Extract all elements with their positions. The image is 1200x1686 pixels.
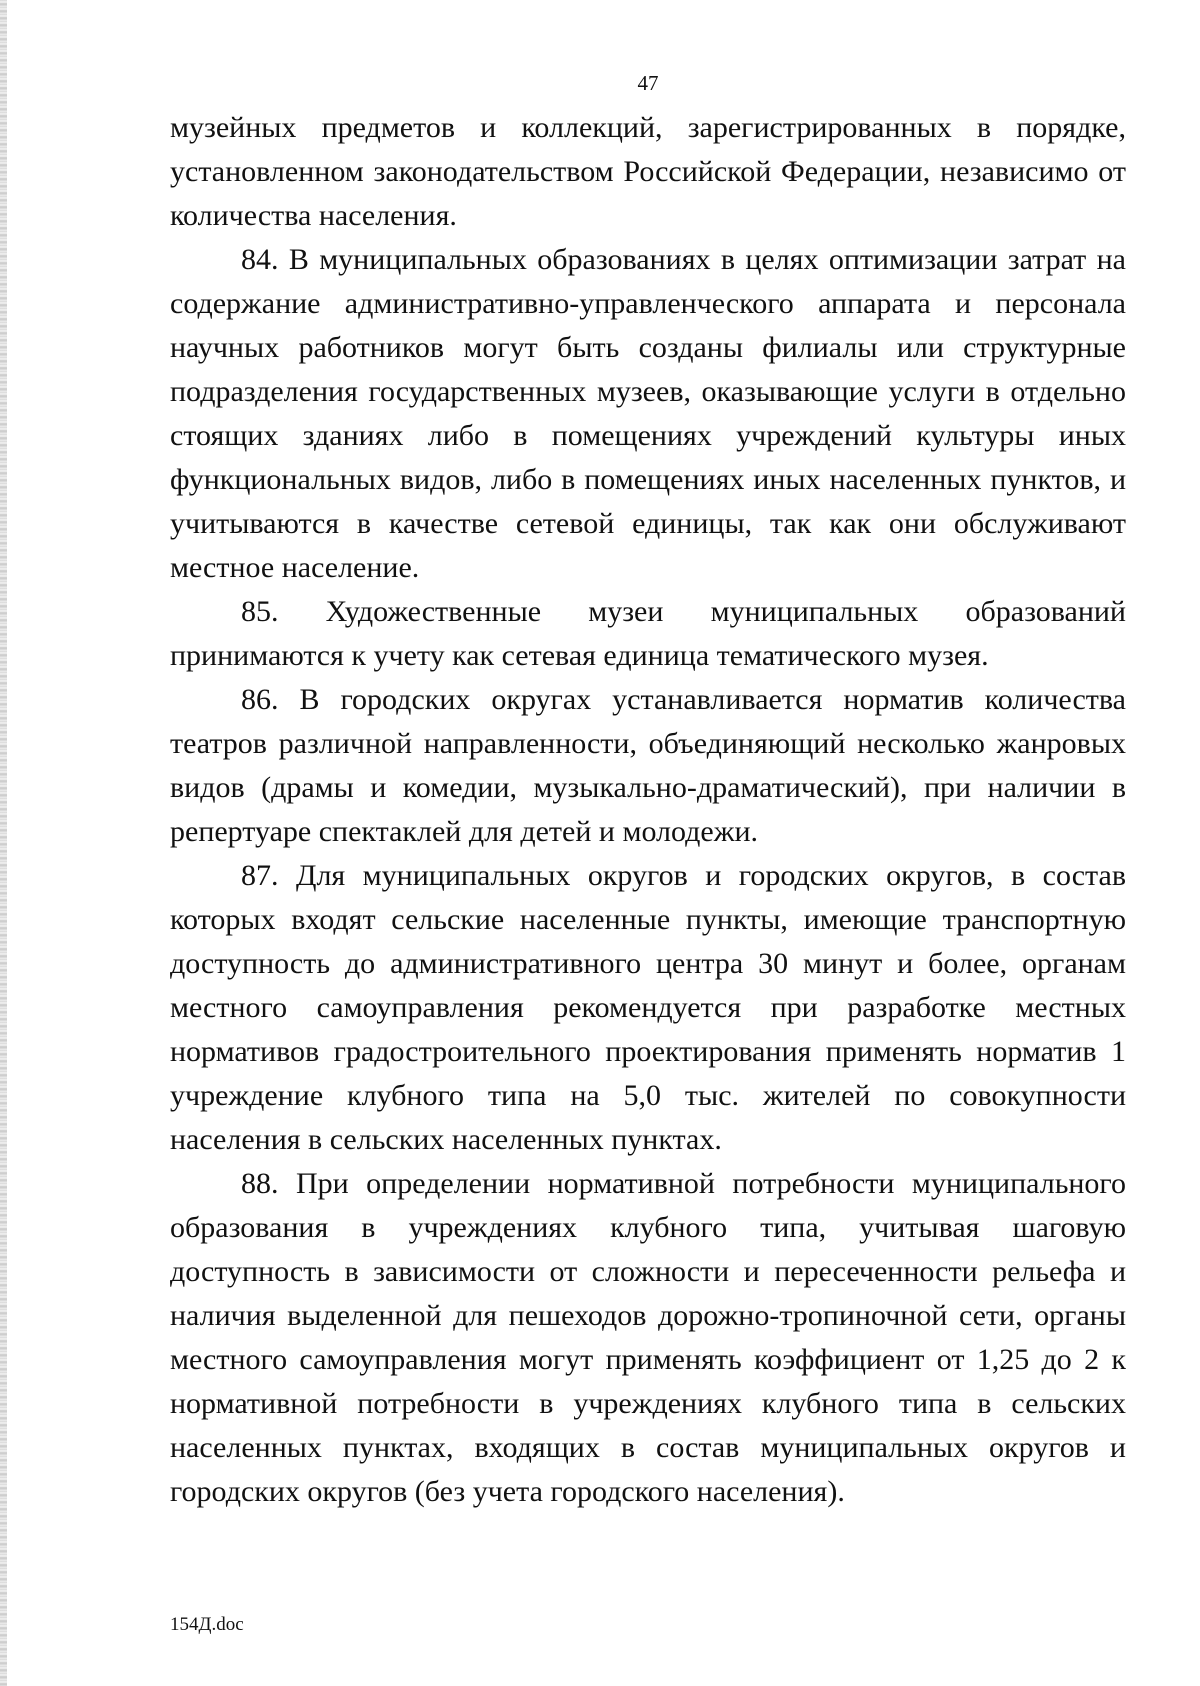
scan-edge <box>0 0 7 1686</box>
paragraph-88: 88. При определении нормативной потребности муниципального образования в учреждениях клубного типа, учитывая шаговую доступность в зависимости от сложности и пересеченности рельефа и наличия выделенной для пешеходов дорожно-тропиночной сети, органы местного самоуправления могут применять коэффициент от 1,25 до 2 к нормативной потребности в учреждениях клубного типа в сельских населенных пунктах, входящих в состав муниципальных округов и городских округов (без учета городского населения). <box>170 1167 1126 1508</box>
document-page <box>170 68 1126 1514</box>
document-body <box>170 106 1126 1514</box>
paragraph-87: 87. Для муниципальных округов и городских округов, в состав которых входят сельские населенные пункты, имеющие транспортную доступность до административного центра 30 минут и более, органам местного самоуправления рекомендуется при разработке местных нормативов градостроительного проектирования применять норматив 1 учреждение клубного типа на 5,0 тыс. жителей по совокупности населения в сельских населенных пунктах. <box>170 859 1126 1156</box>
page-number: 47 <box>637 71 659 95</box>
paragraph-85: 85. Художественные музеи муниципальных образований принимаются к учету как сетевая единица тематического музея. <box>170 595 1126 672</box>
file-name-footer: 154Д.doc <box>170 1614 244 1635</box>
paragraph-continuation: музейных предметов и коллекций, зарегистрированных в порядке, установленном законодательством Российской Федерации, независимо от количества населения. <box>170 111 1126 232</box>
paragraph-86: 86. В городских округах устанавливается норматив количества театров различной направленности, объединяющий несколько жанровых видов (драмы и комедии, музыкально-драматический), при наличии в репертуаре спектаклей для детей и молодежи. <box>170 683 1126 848</box>
paragraph-84: 84. В муниципальных образованиях в целях оптимизации затрат на содержание административно-управленческого аппарата и персонала научных работников могут быть созданы филиалы или структурные подразделения государственных музеев, оказывающие услуги в отдельно стоящих зданиях либо в помещениях учреждений культуры иных функциональных видов, либо в помещениях иных населенных пунктов, и учитываются в качестве сетевой единицы, так как они обслуживают местное население. <box>170 243 1126 584</box>
